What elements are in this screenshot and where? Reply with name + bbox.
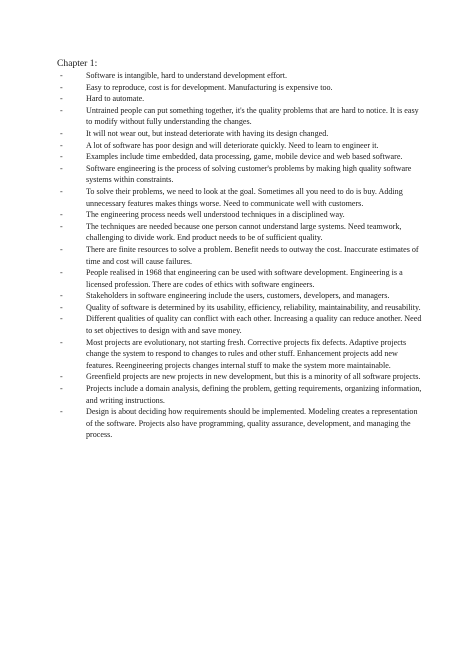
list-item	[57, 82, 422, 94]
list-item	[57, 337, 422, 372]
bullet-marker: -	[60, 314, 63, 324]
bullet-marker: -	[60, 163, 63, 173]
list-item-text: Different qualities of quality can conflict with each other. Increasing a quality can reduce another. Need to set objectives to design with and save money.	[86, 314, 422, 336]
list-item	[57, 290, 422, 302]
list-item	[57, 244, 422, 267]
list-item-text: Software engineering is the process of solving customer's problems by making high quality software systems within constraints.	[86, 163, 412, 185]
list-item-text: Hard to automate.	[86, 94, 145, 104]
list-item-text: The engineering process needs well understood techniques in a disciplined way.	[86, 210, 345, 220]
chapter-heading: Chapter 1:	[57, 58, 98, 69]
list-item	[57, 302, 422, 314]
list-item	[57, 221, 422, 244]
list-item-text: Quality of software is determined by its usability, efficiency, reliability, maintainability, and reusability.	[86, 302, 421, 312]
list-item	[57, 105, 422, 128]
bullet-marker: -	[60, 152, 63, 162]
bullet-marker: -	[60, 82, 63, 92]
list-item-text: People realised in 1968 that engineering can be used with software development. Engineering is a licensed profession. There are codes of ethics with software engineers.	[86, 268, 403, 289]
list-item	[57, 267, 422, 290]
list-item	[57, 383, 422, 406]
list-item-text: To solve their problems, we need to look at the goal. Sometimes all you need to do is buy. Adding unnecessary features makes things worse. Need to communicate well with customers.	[86, 186, 403, 208]
list-item-text: Stakeholders in software engineering include the users, customers, developers, and managers.	[86, 291, 390, 301]
bullet-marker: -	[60, 94, 63, 104]
list-item	[57, 163, 422, 186]
bullet-marker: -	[60, 337, 63, 347]
bullet-marker: -	[60, 210, 63, 220]
list-item-text: Software is intangible, hard to understand development effort.	[86, 71, 288, 80]
list-item	[57, 406, 422, 441]
bullet-marker: -	[60, 71, 63, 80]
bullet-marker: -	[60, 407, 63, 417]
list-item	[57, 151, 422, 163]
list-item-text: Design is about deciding how requirements should be implemented. Modeling creates a representation of the software. Projects also have programming, quality assurance, development, and managing the process.	[86, 407, 418, 440]
bullet-marker: -	[60, 221, 63, 231]
bullet-marker: -	[60, 268, 63, 278]
list-item	[57, 313, 422, 336]
list-item-text: Examples include time embedded, data processing, game, mobile device and web based software.	[86, 152, 403, 162]
list-item-text: Projects include a domain analysis, defining the problem, getting requirements, organizing information, and writing instructions.	[86, 384, 422, 405]
list-item-text: Easy to reproduce, cost is for development. Manufacturing is expensive too.	[86, 82, 333, 92]
bullet-marker: -	[60, 372, 63, 382]
list-item-text: The techniques are needed because one person cannot understand large systems. Need teamwork, challenging to divide work. End product needs to be of sufficient quality.	[86, 221, 402, 243]
list-item	[57, 70, 422, 82]
list-item-text: Untrained people can put something together, it's the quality problems that are hard to notice. It is easy to modify without fully understanding the changes.	[86, 105, 419, 127]
bullet-marker: -	[60, 384, 63, 394]
bullet-list	[57, 70, 422, 441]
list-item	[57, 128, 422, 140]
list-item-text: Greenfield projects are new projects in new development, but this is a minority of all software projects.	[86, 372, 421, 382]
list-item	[57, 186, 422, 209]
bullet-marker: -	[60, 140, 63, 150]
list-item	[57, 209, 422, 221]
list-item	[57, 140, 422, 152]
list-item-text: There are finite resources to solve a problem. Benefit needs to outway the cost. Inaccurate estimates of time and cost will cause failures.	[86, 244, 419, 266]
list-item-text: Most projects are evolutionary, not starting fresh. Corrective projects fix defects. Adaptive projects change the system to respond to changes to rules and other stuff. Enhancement projects add new features. Reengineering projects changes internal stuff to make the system more maintainable.	[86, 337, 407, 370]
bullet-marker: -	[60, 128, 63, 138]
list-item-text: A lot of software has poor design and will deteriorate quickly. Need to learn to engineer it.	[86, 140, 379, 150]
bullet-marker: -	[60, 302, 63, 312]
list-item	[57, 371, 422, 383]
bullet-marker: -	[60, 105, 63, 115]
bullet-marker: -	[60, 291, 63, 301]
list-item-text: It will not wear out, but instead deteriorate with having its design changed.	[86, 128, 329, 138]
bullet-marker: -	[60, 244, 63, 254]
list-item	[57, 93, 422, 105]
bullet-marker: -	[60, 186, 63, 196]
